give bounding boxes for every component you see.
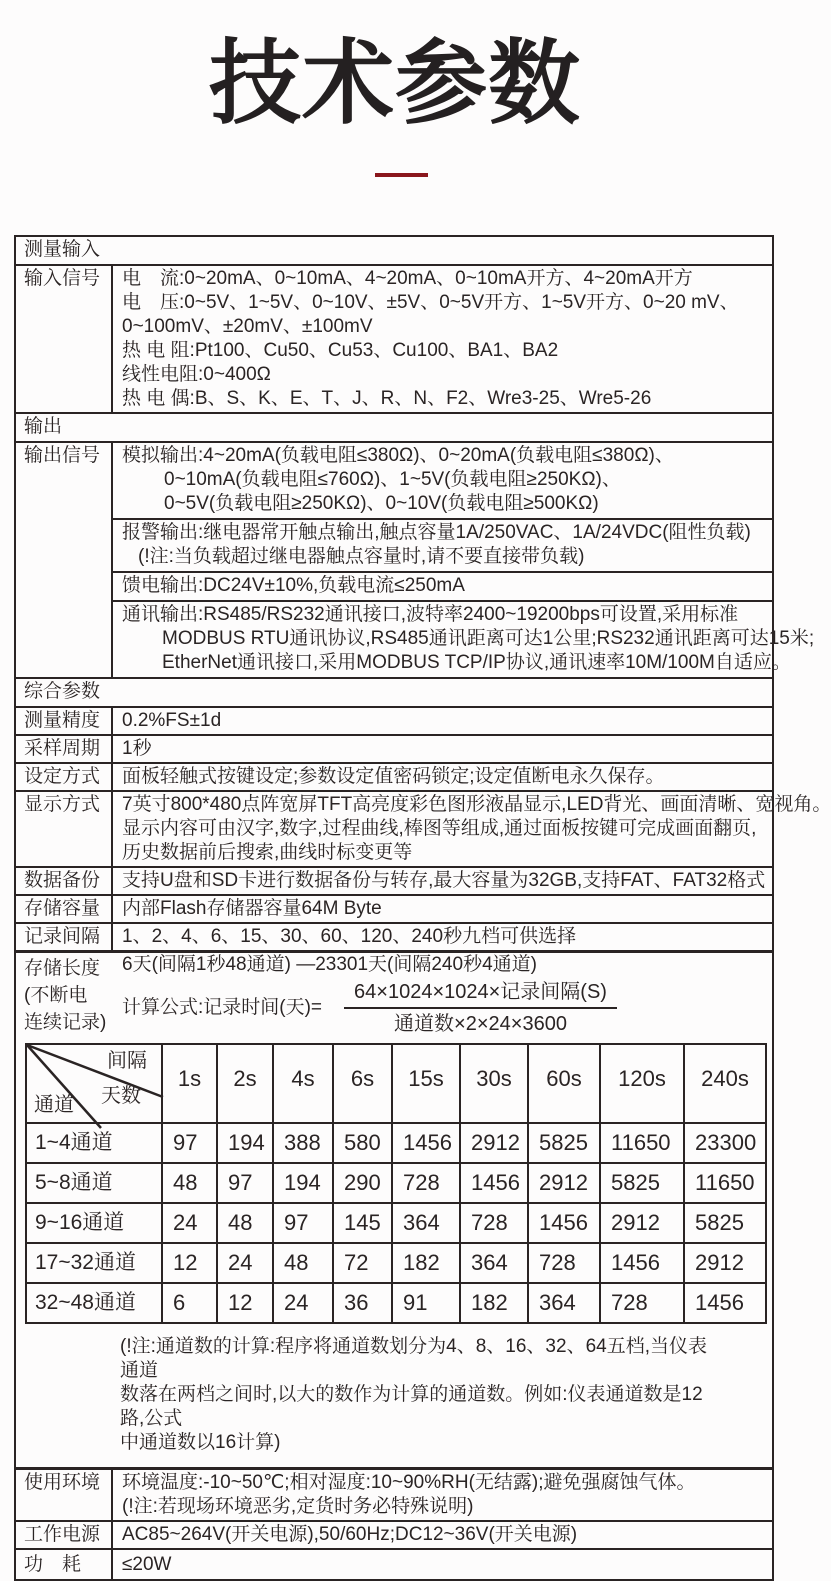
grid-value-cell: 728 <box>528 1243 600 1283</box>
grid-value-cell: 97 <box>217 1163 273 1203</box>
corner-label-days: 天数 <box>101 1085 141 1107</box>
grid-value-cell: 5825 <box>600 1163 684 1203</box>
row-accuracy <box>16 706 772 734</box>
row-record-interval <box>16 922 772 950</box>
grid-value-cell: 48 <box>162 1163 217 1203</box>
storage-top <box>16 953 772 1036</box>
spec-line: (不断电 <box>24 985 88 1006</box>
note-line: 中通道数以16计算) <box>120 1432 281 1453</box>
formula-prefix: 计算公式:记录时间(天)= <box>122 997 323 1018</box>
subcell-feed-output <box>113 571 772 600</box>
storage-content <box>113 953 772 1036</box>
grid-corner-cell <box>26 1044 162 1123</box>
spec-line: 环境温度:-10~50℃;相对湿度:10~90%RH(无结露);避免强腐蚀气体。 <box>122 1472 696 1493</box>
grid-value-cell: 24 <box>217 1243 273 1283</box>
row-data-backup <box>16 866 772 894</box>
grid-value-cell: 194 <box>217 1123 273 1163</box>
row-label: 输入信号 <box>16 266 113 412</box>
grid-value-cell: 24 <box>162 1203 217 1243</box>
spec-line: 历史数据前后搜索,曲线时标变更等 <box>122 842 413 863</box>
spec-line: MODBUS RTU通讯协议,RS485通讯距离可达1公里;RS232通讯距离可达15米; <box>162 628 815 649</box>
grid-col-header: 120s <box>600 1044 684 1123</box>
grid-value-cell: 97 <box>273 1203 333 1243</box>
grid-value-cell: 728 <box>460 1203 528 1243</box>
grid-col-header: 240s <box>684 1044 766 1123</box>
row-label: 设定方式 <box>16 764 113 790</box>
grid-value-cell: 2912 <box>528 1163 600 1203</box>
row-value: ≤20W <box>122 1553 172 1575</box>
grid-col-header: 60s <box>528 1044 600 1123</box>
spec-line: EtherNet通讯接口,采用MODBUS TCP/IP协议,通讯速率10M/100M自适应。 <box>162 652 791 673</box>
row-value <box>113 1470 772 1520</box>
grid-value-cell: 1456 <box>460 1163 528 1203</box>
grid-col-header: 15s <box>392 1044 460 1123</box>
spec-line: 线性电阻:0~400Ω <box>122 364 271 385</box>
row-output-signal <box>16 441 815 677</box>
spec-line: 电 流:0~20mA、0~10mA、4~20mA、0~10mA开方、4~20mA开方 <box>122 268 693 289</box>
grid-value-cell: 1456 <box>684 1283 766 1323</box>
row-value: 1秒 <box>122 738 152 759</box>
fraction-numerator: 64×1024×1024×记录间隔(S) <box>344 980 617 1009</box>
spec-line: 0~5V(负载电阻≥250KΩ)、0~10V(负载电阻≥500KΩ) <box>164 493 599 514</box>
row-label: 功 耗 <box>16 1550 113 1579</box>
corner-label-channels: 通道 <box>34 1094 74 1116</box>
grid-value-cell: 2912 <box>460 1123 528 1163</box>
subcell-alarm-output <box>113 518 772 571</box>
row-value: 支持U盘和SD卡进行数据备份与转存,最大容量为32GB,支持FAT、FAT32格式 <box>122 870 766 891</box>
grid-value-cell: 48 <box>273 1243 333 1283</box>
row-value: 1、2、4、6、15、30、60、120、240秒九档可供选择 <box>122 926 577 947</box>
row-label: 数据备份 <box>16 868 113 894</box>
grid-value-cell: 12 <box>162 1243 217 1283</box>
spec-line: 0~100mV、±20mV、±100mV <box>122 316 373 337</box>
grid-row-label: 9~16通道 <box>26 1203 162 1243</box>
grid-col-header: 2s <box>217 1044 273 1123</box>
spec-line: 电 压:0~5V、1~5V、0~10V、±5V、0~5V开方、1~5V开方、0~20 mV、 <box>122 292 739 313</box>
spec-line: 热 电 偶:B、S、K、E、T、J、R、N、F2、Wre3-25、Wre5-26 <box>122 388 652 409</box>
grid-col-header: 30s <box>460 1044 528 1123</box>
grid-value-cell: 11650 <box>600 1123 684 1163</box>
row-section-measure-input <box>16 237 772 264</box>
row-label: 显示方式 <box>16 792 113 866</box>
spec-table <box>14 235 831 1581</box>
grid-col-header: 1s <box>162 1044 217 1123</box>
row-input-signal <box>16 264 772 412</box>
storage-days-grid <box>25 1043 767 1324</box>
row-operating-environment <box>16 1467 772 1520</box>
row-label <box>16 953 113 1036</box>
spec-line: 7英寸800*480点阵宽屏TFT高亮度彩色图形液晶显示,LED背光、画面清晰、宽视角。 <box>122 794 831 815</box>
grid-row-label: 32~48通道 <box>26 1283 162 1323</box>
spec-line: 报警输出:继电器常开触点输出,触点容量1A/250VAC、1A/24VDC(阻性负载) <box>122 522 751 543</box>
section-header: 测量输入 <box>24 239 101 260</box>
spec-line: 馈电输出:DC24V±10%,负载电流≤250mA <box>122 575 465 596</box>
grid-value-cell: 580 <box>333 1123 392 1163</box>
row-power-supply <box>16 1520 772 1548</box>
row-label: 存储容量 <box>16 896 113 922</box>
corner-label-interval: 间隔 <box>107 1050 147 1072</box>
row-sampling-period <box>16 734 772 762</box>
grid-value-cell: 364 <box>528 1283 600 1323</box>
note-line: 数落在两档之间时,以大的数作为计算的通道数。例如:仪表通道数是12路,公式 <box>120 1384 703 1429</box>
grid-value-cell: 6 <box>162 1283 217 1323</box>
grid-row <box>26 1203 766 1243</box>
grid-row-label: 1~4通道 <box>26 1123 162 1163</box>
subcell-comm-output <box>113 600 815 677</box>
grid-value-cell: 1456 <box>600 1243 684 1283</box>
row-label: 测量精度 <box>16 708 113 734</box>
section-header: 输出 <box>24 416 63 437</box>
row-display-mode <box>16 790 831 866</box>
grid-value-cell: 12 <box>217 1283 273 1323</box>
row-value: 面板轻触式按键设定;参数设定值密码锁定;设定值断电永久保存。 <box>122 766 665 787</box>
grid-value-cell: 1456 <box>528 1203 600 1243</box>
grid-value-cell: 24 <box>273 1283 333 1323</box>
spec-line: 连续记录) <box>24 1012 107 1033</box>
spec-line: 显示内容可由汉字,数字,过程曲线,棒图等组成,通过面板按键可完成画面翻页, <box>122 818 757 839</box>
grid-row <box>26 1163 766 1203</box>
grid-row <box>26 1243 766 1283</box>
grid-body <box>26 1123 766 1323</box>
row-label: 记录间隔 <box>16 924 113 950</box>
storage-range: 6天(间隔1秒48通道) —23301天(间隔240秒4通道) <box>122 954 537 975</box>
grid-value-cell: 290 <box>333 1163 392 1203</box>
grid-value-cell: 48 <box>217 1203 273 1243</box>
grid-value-cell: 5825 <box>684 1203 766 1243</box>
grid-value-cell: 2912 <box>600 1203 684 1243</box>
grid-value-cell: 5825 <box>528 1123 600 1163</box>
row-value: AC85~264V(开关电源),50/60Hz;DC12~36V(开关电源) <box>122 1524 578 1545</box>
row-storage-length <box>16 950 772 1467</box>
grid-col-header: 6s <box>333 1044 392 1123</box>
grid-value-cell: 72 <box>333 1243 392 1283</box>
page-title: 技术参数 <box>208 33 581 135</box>
grid-value-cell: 23300 <box>684 1123 766 1163</box>
row-label: 工作电源 <box>16 1522 113 1548</box>
spec-line: 热 电 阻:Pt100、Cu50、Cu53、Cu100、BA1、BA2 <box>122 340 559 361</box>
row-storage-capacity <box>16 894 772 922</box>
grid-value-cell: 182 <box>392 1243 460 1283</box>
fraction-denominator: 通道数×2×24×3600 <box>394 1013 567 1035</box>
note-line: (!注:通道数的计算:程序将通道数划分为4、8、16、32、64五档,当仪表通道 <box>120 1336 707 1381</box>
section-header: 综合参数 <box>24 681 101 702</box>
row-value <box>113 792 831 866</box>
grid-row <box>26 1283 766 1323</box>
row-value: 0.2%FS±1d <box>122 710 222 731</box>
grid-value-cell: 728 <box>392 1163 460 1203</box>
grid-value-cell: 11650 <box>684 1163 766 1203</box>
row-value: 内部Flash存储器容量64M Byte <box>122 898 382 919</box>
row-label: 输出信号 <box>16 443 113 677</box>
grid-value-cell: 182 <box>460 1283 528 1323</box>
spec-line: (!注:当负载超过继电器触点容量时,请不要直接带负载) <box>138 546 585 567</box>
grid-value-cell: 388 <box>273 1123 333 1163</box>
grid-value-cell: 364 <box>460 1243 528 1283</box>
grid-col-header: 4s <box>273 1044 333 1123</box>
grid-value-cell: 364 <box>392 1203 460 1243</box>
output-signal-subcells <box>113 443 815 677</box>
spec-line: 模拟输出:4~20mA(负载电阻≤380Ω)、0~20mA(负载电阻≤380Ω)、 <box>122 445 674 466</box>
row-label: 使用环境 <box>16 1470 113 1520</box>
storage-note <box>120 1335 720 1455</box>
grid-value-cell: 728 <box>600 1283 684 1323</box>
subcell-analog-output <box>113 443 772 518</box>
row-label: 采样周期 <box>16 736 113 762</box>
grid-value-cell: 1456 <box>392 1123 460 1163</box>
grid-header-row <box>26 1044 766 1123</box>
spec-line: 0~10mA(负载电阻≤760Ω)、1~5V(负载电阻≥250KΩ)、 <box>164 469 621 490</box>
row-value <box>113 266 772 412</box>
formula-fraction <box>344 980 617 1036</box>
title-underline <box>375 173 428 177</box>
grid-value-cell: 36 <box>333 1283 392 1323</box>
grid-row <box>26 1123 766 1163</box>
spec-line: (!注:若现场环境恶劣,定货时务必特殊说明) <box>122 1496 474 1517</box>
grid-value-cell: 97 <box>162 1123 217 1163</box>
grid-row-label: 17~32通道 <box>26 1243 162 1283</box>
grid-value-cell: 2912 <box>684 1243 766 1283</box>
row-setting-method <box>16 762 772 790</box>
spec-line: 通讯输出:RS485/RS232通讯接口,波特率2400~19200bps可设置,采用标准 <box>122 604 739 625</box>
row-section-output <box>16 412 772 441</box>
row-section-general <box>16 677 772 706</box>
row-power-consumption <box>16 1548 772 1579</box>
grid-value-cell: 145 <box>333 1203 392 1243</box>
storage-formula <box>122 980 772 1036</box>
grid-value-cell: 91 <box>392 1283 460 1323</box>
grid-value-cell: 194 <box>273 1163 333 1203</box>
grid-row-label: 5~8通道 <box>26 1163 162 1203</box>
spec-line: 存储长度 <box>24 958 101 979</box>
